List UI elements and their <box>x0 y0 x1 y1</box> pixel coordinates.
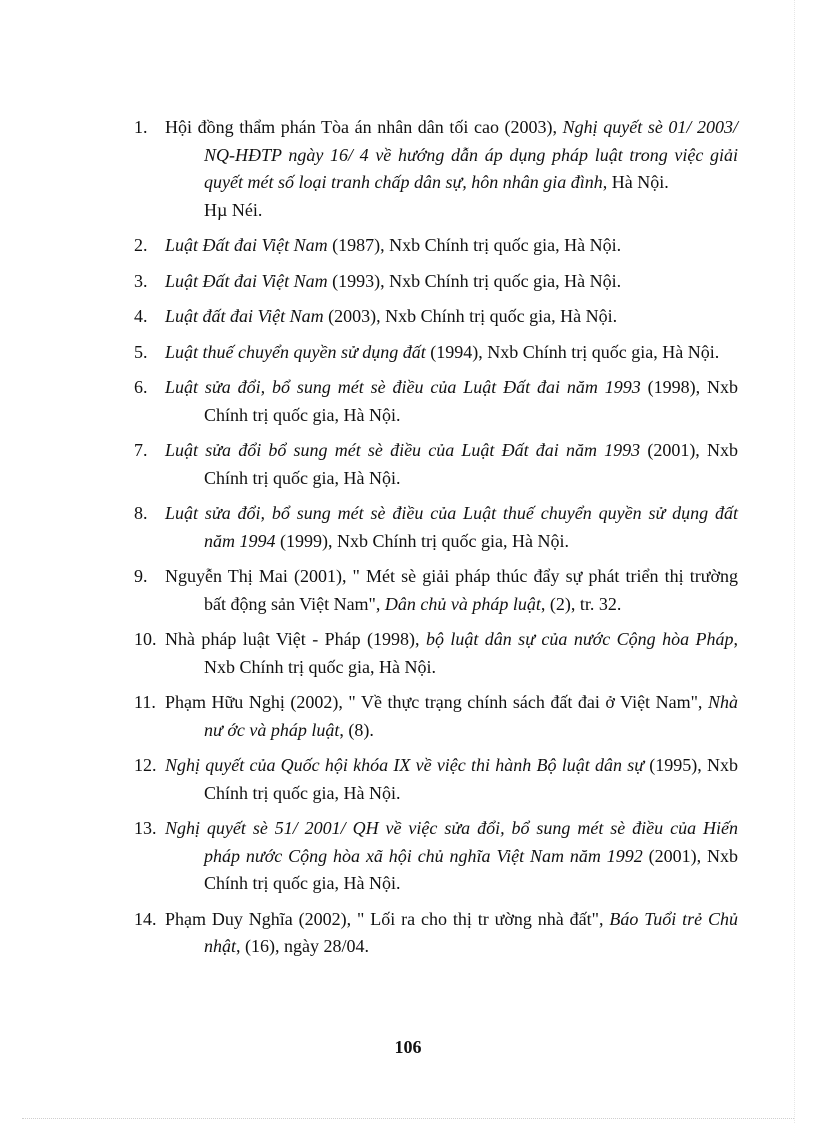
reference-item <box>134 500 738 555</box>
reference-item <box>134 563 738 618</box>
reference-text: (1995), Nxb Chính trị quốc gia, Hà Nội. <box>204 755 738 803</box>
reference-number: 11. <box>134 692 156 712</box>
reference-number: 2. <box>134 235 148 255</box>
reference-text: Nhà pháp luật Việt - Pháp (1998), <box>165 629 426 649</box>
page-number: 106 <box>394 1037 422 1057</box>
reference-title: Luật đất đai Việt Nam <box>165 306 324 326</box>
reference-item <box>134 752 738 807</box>
reference-number: 1. <box>134 117 148 137</box>
reference-title: Nghị quyết sè 51/ 2001/ QH về việc sửa đổi, bổ sung mét sè điều của Hiến pháp nước Cộng hòa xã hội chủ nghĩa Việt Nam năm 1992 <box>165 818 738 866</box>
footer-dotted-rule <box>22 1118 794 1119</box>
reference-text: (1998), Nxb Chính trị quốc gia, Hà Nội. <box>204 377 738 425</box>
reference-number: 12. <box>134 755 157 775</box>
reference-title: Nghị quyết sè 01/ 2003/ NQ-HĐTP ngày 16/ 4 về hướng dẫn áp dụng pháp luật trong việc giải quyết mét số loại tranh chấp dân sự, hôn nhân gia đình <box>204 117 739 192</box>
reference-number: 3. <box>134 270 148 291</box>
reference-text: , (16), ngày 28/04. <box>236 936 369 956</box>
reference-number: 14. <box>134 908 157 929</box>
reference-number: 7. <box>134 440 148 460</box>
reference-text: Phạm Hữu Nghị (2002), " Về thực trạng chính sách đất đai ở Việt Nam", <box>165 692 708 712</box>
reference-item <box>134 374 738 429</box>
reference-text: (1994), Nxb Chính trị quốc gia, Hà Nội. <box>425 341 720 362</box>
reference-text: , (2), tr. 32. <box>540 593 622 614</box>
reference-text: Hội đồng thẩm phán Tòa án nhân dân tối cao (2003), <box>165 117 563 137</box>
reference-item <box>134 626 738 681</box>
reference-title: Dân chủ và pháp luật <box>384 593 541 614</box>
reference-text: Phạm Duy Nghĩa (2002), " Lối ra cho thị tr ường nhà đất", <box>165 908 610 929</box>
reference-item <box>134 437 738 492</box>
reference-item <box>134 114 738 224</box>
reference-title: Luật sửa đổi, bổ sung mét sè điều của Luật thuế chuyển quyền sử dụng đất năm 1994 <box>165 503 738 551</box>
reference-title: Luật Đất đai Việt Nam <box>165 270 328 291</box>
reference-item <box>134 303 738 331</box>
reference-text: (2001), Nxb Chính trị quốc gia, Hà Nội. <box>204 440 738 488</box>
reference-number: 13. <box>134 818 157 838</box>
reference-text: , Hà Nội. <box>602 172 669 192</box>
reference-title: Luật sửa đổi, bổ sung mét sè điều của Luật Đất đai năm 1993 <box>165 377 641 397</box>
reference-item <box>134 689 738 744</box>
reference-number: 10. <box>134 629 157 649</box>
reference-number: 9. <box>134 566 148 586</box>
reference-title: bộ luật dân sự của nước Cộng hòa Pháp <box>425 629 734 649</box>
reference-text: (1999), Nxb Chính trị quốc gia, Hà Nội. <box>275 530 569 551</box>
reference-text: , Nxb Chính trị quốc gia, Hà Nội. <box>204 629 738 677</box>
reference-number: 4. <box>134 306 148 326</box>
reference-text: (2003), Nxb Chính trị quốc gia, Hà Nội. <box>323 306 618 326</box>
right-edge-dotted-rule <box>794 0 795 1123</box>
reference-text: Nguyễn Thị Mai (2001), " Mét sè giải pháp thúc đẩy sự phát triển thị trường bất động sản Việt Nam", <box>165 566 738 614</box>
reference-text: , (8). <box>339 719 374 740</box>
reference-number: 5. <box>134 341 148 362</box>
reference-item <box>134 268 738 296</box>
reference-title: Luật thuế chuyển quyền sử dụng đất <box>165 341 426 362</box>
reference-item <box>134 232 738 260</box>
reference-item <box>134 339 738 367</box>
reference-number: 8. <box>134 503 148 523</box>
reference-extra-line: Hµ Néi. <box>204 199 263 220</box>
reference-list <box>134 114 738 969</box>
reference-title: Luật Đất đai Việt Nam <box>165 235 328 255</box>
reference-title: Nghị quyết của Quốc hội khóa IX về việc thi hành Bộ luật dân sự <box>165 755 645 775</box>
reference-item <box>134 815 738 898</box>
reference-item <box>134 906 738 961</box>
reference-text: (1993), Nxb Chính trị quốc gia, Hà Nội. <box>327 270 622 291</box>
reference-title: Luật sửa đổi bổ sung mét sè điều của Luật Đất đai năm 1993 <box>165 440 641 460</box>
reference-title: Nhà nư ớc và pháp luật <box>204 692 738 740</box>
reference-number: 6. <box>134 377 148 397</box>
reference-title: Báo Tuổi trẻ Chủ nhật <box>204 908 738 956</box>
reference-text: (1987), Nxb Chính trị quốc gia, Hà Nội. <box>327 235 622 255</box>
reference-text: (2001), Nxb Chính trị quốc gia, Hà Nội. <box>204 845 738 893</box>
